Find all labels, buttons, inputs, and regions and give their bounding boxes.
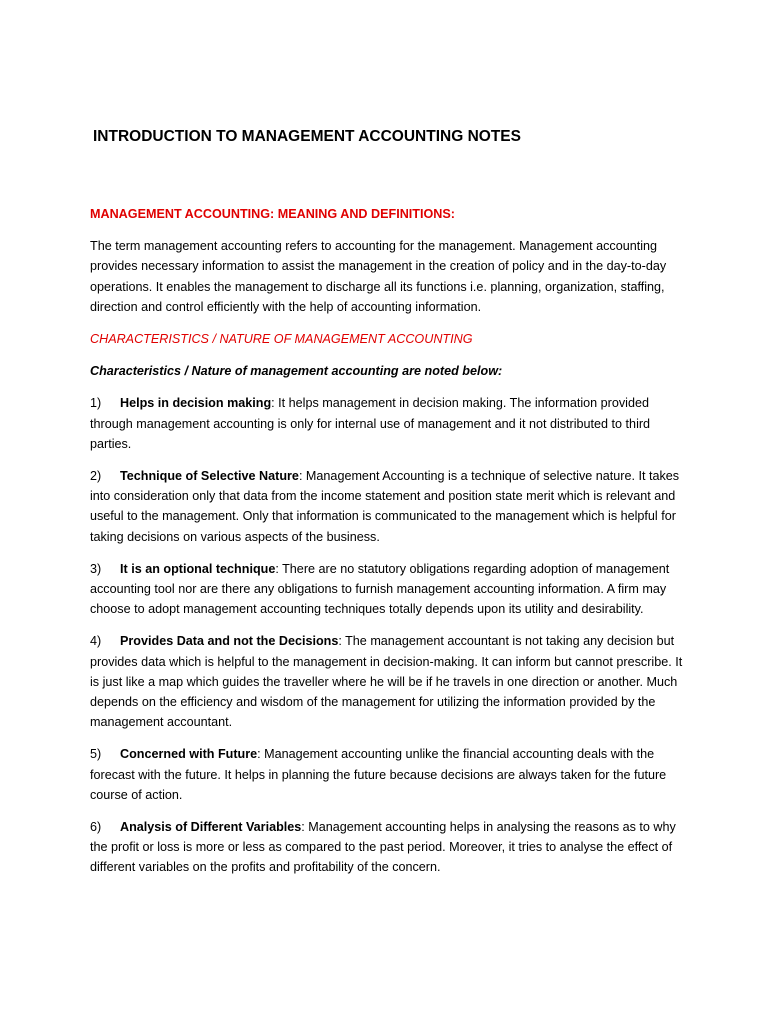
list-item (90, 817, 690, 878)
section-heading-characteristics: CHARACTERISTICS / NATURE OF MANAGEMENT ACCOUNTING (90, 332, 473, 347)
item-number: 4) (90, 634, 102, 649)
paragraph-meaning: The term management accounting refers to accounting for the management. Management accounting provides necessary information to assist the management in the creation of policy and in the day-to-day operations. It enables the management to discharge all its functions i.e. planning, organization, staffing, direction and control efficiently with the help of accounting information. (90, 239, 667, 314)
item-title: Helps in decision making (120, 396, 272, 411)
item-number: 5) (90, 747, 102, 762)
item-title: Analysis of Different Variables (120, 820, 302, 835)
item-text: : Management Accounting is a technique of selective nature. It takes into consideration only that data from the income statement and position state merit which is relevant and useful to the management. Only that information is communicated to the management which is helpful for taking decisions on various aspects of the business. (90, 469, 680, 544)
list-item (90, 466, 690, 547)
item-text: : There are no statutory obligations regarding adoption of management accounting tool nor are there any obligations to furnish management accounting information. A firm may choose to adopt management accounting techniques totally depends upon its utility and desirability. (90, 561, 670, 617)
list-item (90, 744, 690, 805)
item-text: : It helps management in decision making. The information provided through management accounting is only for internal use of management and it not distributed to third parties. (90, 396, 651, 451)
item-title: Technique of Selective Nature (120, 469, 299, 484)
item-text: : The management accountant is not taking any decision but provides data which is helpful to the management in decision-making. It can inform but cannot prescribe. It is just like a map which guides the traveller where he will be if he travels in one direction or another. Much depends on the efficiency and wisdom of the management for utilizing the information provided by the management accountant. (90, 634, 683, 730)
section-heading-meaning: MANAGEMENT ACCOUNTING: MEANING AND DEFINITIONS: (90, 207, 455, 221)
item-number: 6) (90, 820, 102, 835)
document-title: INTRODUCTION TO MANAGEMENT ACCOUNTING NOTES (93, 128, 521, 145)
list-item (90, 631, 690, 732)
list-item (90, 559, 690, 620)
item-text: : Management accounting helps in analysing the reasons as to why the profit or loss is more or less as compared to the past period. Moreover, it tries to analyse the effect of different variables on the profits and profitability of the concern. (90, 820, 676, 875)
document-body (90, 204, 690, 890)
list-item (90, 393, 690, 454)
item-number: 2) (90, 469, 102, 484)
item-title: Provides Data and not the Decisions (120, 634, 339, 649)
item-title: Concerned with Future (120, 747, 258, 762)
item-number: 1) (90, 396, 102, 411)
item-text: : Management accounting unlike the financial accounting deals with the forecast with the future. It helps in planning the future because decisions are always taken for the future course of action. (90, 747, 667, 802)
characteristics-lead: Characteristics / Nature of management accounting are noted below: (90, 364, 503, 379)
item-title: It is an optional technique (120, 561, 276, 576)
item-number: 3) (90, 561, 102, 576)
